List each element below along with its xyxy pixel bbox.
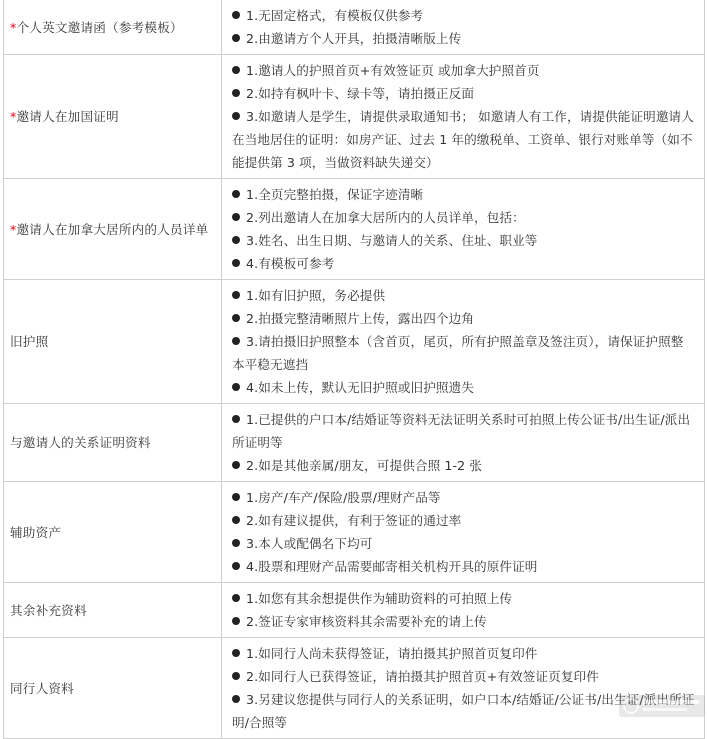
row-detail-cell: [222, 0, 705, 55]
detail-list-item: [232, 82, 696, 105]
detail-list-item: [232, 509, 696, 532]
row-label-cell: [4, 179, 222, 280]
detail-text: 2.列出邀请人在加拿大居所内的人员详单，包括：: [246, 210, 525, 225]
detail-text: 1.如有旧护照，务必提供: [246, 288, 386, 303]
bullet-icon: [232, 672, 240, 680]
row-label-cell: [4, 280, 222, 404]
detail-list-item: [232, 330, 696, 376]
detail-list-item: [232, 555, 696, 578]
row-label-cell: [4, 55, 222, 179]
bullet-icon: [232, 594, 240, 602]
detail-list-item: [232, 408, 696, 454]
row-label: 同行人资料: [10, 680, 74, 696]
row-label: 邀请人在加国证明: [16, 109, 119, 124]
detail-list-item: [232, 376, 696, 399]
row-additional-materials: [4, 583, 705, 638]
bullet-icon: [232, 493, 240, 501]
row-label: 个人英文邀请函（参考模板）: [16, 19, 183, 35]
bullet-icon: [232, 112, 240, 120]
required-asterisk: *: [10, 221, 17, 237]
detail-text: 1.全页完整拍摄，保证字迹清晰: [246, 187, 424, 202]
bullet-icon: [232, 314, 240, 322]
detail-text: 1.邀请人的护照首页+有效签证页 或加拿大护照首页: [246, 63, 540, 78]
row-invitation-letter: [4, 0, 705, 55]
required-asterisk: *: [10, 19, 17, 35]
row-label: 其余补充资料: [10, 602, 87, 618]
detail-list-item: [232, 284, 696, 307]
bullet-icon: [232, 461, 240, 469]
detail-list-item: [232, 454, 696, 477]
detail-text: 1.已提供的户口本/结婚证等资料无法证明关系时可拍照上传公证书/出生证/派出所证明等: [232, 412, 691, 450]
bullet-icon: [232, 539, 240, 547]
detail-text: 4.有模板可参考: [246, 256, 335, 271]
row-label: 旧护照: [10, 334, 49, 349]
detail-list-item: [232, 4, 696, 27]
bullet-icon: [232, 213, 240, 221]
row-inviter-residence-proof: [4, 55, 705, 179]
detail-text: 1.无固定格式，有模板仅供参考: [246, 8, 424, 23]
detail-list-item: [232, 252, 696, 275]
row-label-cell: [4, 404, 222, 482]
bullet-icon: [232, 236, 240, 244]
detail-list-item: [232, 587, 696, 610]
bullet-icon: [232, 11, 240, 19]
row-detail-cell: [222, 404, 705, 482]
bullet-icon: [232, 337, 240, 345]
detail-text: 2.拍摄完整清晰照片上传，露出四个边角: [246, 311, 475, 326]
detail-list-item: [232, 105, 696, 174]
bullet-icon: [232, 66, 240, 74]
detail-text: 4.股票和理财产品需要邮寄相关机构开具的原件证明: [246, 559, 538, 574]
bullet-icon: [232, 34, 240, 42]
bullet-icon: [232, 617, 240, 625]
bullet-icon: [232, 259, 240, 267]
row-label: 邀请人在加拿大居所内的人员详单: [16, 221, 209, 237]
bullet-icon: [232, 415, 240, 423]
detail-text: 2.如有建议提供，有利于签证的通过率: [246, 513, 462, 528]
detail-text: 3.本人或配偶名下均可: [246, 536, 373, 551]
detail-list-item: [232, 610, 696, 633]
row-label-cell: [4, 482, 222, 583]
bullet-icon: [232, 562, 240, 570]
detail-list-item: [232, 665, 696, 688]
row-detail-cell: [222, 55, 705, 179]
detail-list-item: [232, 59, 696, 82]
bullet-icon: [232, 516, 240, 524]
row-detail-cell: [222, 482, 705, 583]
row-label: 辅助资产: [10, 524, 62, 540]
detail-text: 2.如持有枫叶卡、绿卡等，请拍摄正反面: [246, 86, 475, 101]
bullet-icon: [232, 695, 240, 703]
bullet-icon: [232, 649, 240, 657]
detail-text: 4.如未上传，默认无旧护照或旧护照遗失: [246, 380, 475, 395]
requirements-table: [3, 0, 705, 739]
detail-text: 3.姓名、出生日期、与邀请人的关系、住址、职业等: [246, 233, 538, 248]
row-label-cell: [4, 638, 222, 739]
bullet-icon: [232, 291, 240, 299]
detail-list-item: [232, 229, 696, 252]
bullet-icon: [232, 383, 240, 391]
row-supporting-assets: [4, 482, 705, 583]
detail-list-item: [232, 206, 696, 229]
detail-text: 3.如邀请人是学生，请提供录取通知书； 如邀请人有工作，请提供能证明邀请人在当地居住的证明：如房产证、过去 1 年的缴税单、工资单、银行对账单等（如不能提供第 3 项，当做资料缺失递交）: [232, 109, 694, 170]
detail-list-item: [232, 532, 696, 555]
detail-text: 2.由邀请方个人开具，拍摄清晰版上传: [246, 31, 462, 46]
detail-text: 2.如同行人已获得签证，请拍摄其护照首页+有效签证页复印件: [246, 669, 599, 684]
detail-text: 3.请拍摄旧护照整本（含首页，尾页，所有护照盖章及签注页），请保证护照整本平稳无遮挡: [232, 334, 684, 372]
row-detail-cell: [222, 638, 705, 739]
row-detail-cell: [222, 583, 705, 638]
detail-text: 1.如同行人尚未获得签证，请拍摄其护照首页复印件: [246, 646, 538, 661]
row-detail-cell: [222, 179, 705, 280]
detail-list-item: [232, 183, 696, 206]
row-label: 与邀请人的关系证明资料: [10, 435, 151, 450]
detail-text: 2.如是其他亲属/朋友，可提供合照 1-2 张: [246, 458, 483, 473]
row-old-passport: [4, 280, 705, 404]
requirements-table-body: [4, 0, 705, 739]
row-relationship-proof: [4, 404, 705, 482]
row-companion-materials: [4, 638, 705, 739]
bullet-icon: [232, 89, 240, 97]
detail-text: 2.签证专家审核资料其余需要补充的请上传: [246, 614, 487, 629]
detail-text: 3.另建议您提供与同行人的关系证明，如户口本/结婚证/公证书/出生证/派出所证明/合照等: [232, 692, 695, 730]
row-detail-cell: [222, 280, 705, 404]
detail-list-item: [232, 642, 696, 665]
row-label-cell: [4, 0, 222, 55]
row-label-cell: [4, 583, 222, 638]
detail-list-item: [232, 27, 696, 50]
detail-list-item: [232, 688, 696, 734]
row-household-members-list: [4, 179, 705, 280]
detail-list-item: [232, 486, 696, 509]
detail-text: 1.房产/车产/保险/股票/理财产品等: [246, 490, 441, 505]
detail-list-item: [232, 307, 696, 330]
bullet-icon: [232, 190, 240, 198]
detail-text: 1.如您有其余想提供作为辅助资料的可拍照上传: [246, 591, 513, 606]
required-asterisk: *: [10, 109, 17, 124]
